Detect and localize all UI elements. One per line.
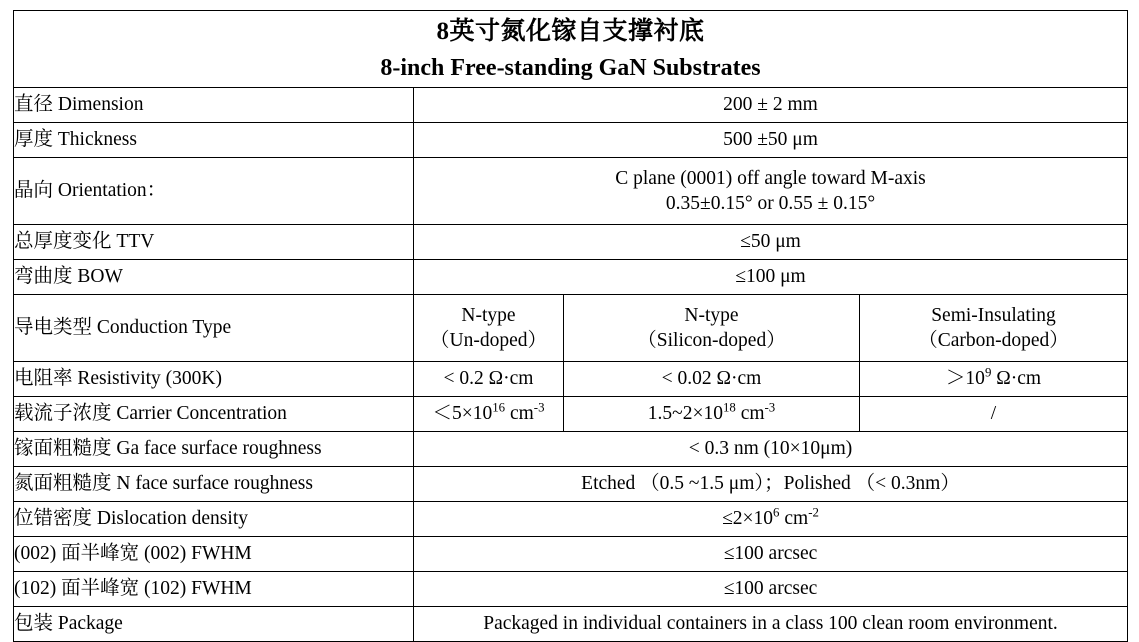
orientation-line-1: C plane (0001) off angle toward M-axis bbox=[615, 167, 926, 189]
row-label-ga-face-roughness: 镓面粗糙度 Ga face surface roughness bbox=[14, 432, 414, 467]
table-row bbox=[14, 572, 1128, 607]
table-row bbox=[14, 607, 1128, 642]
conduction-type-silicon-doped bbox=[564, 295, 860, 362]
carrier-concentration-silicon-doped-prefix: 1.5~2×10 bbox=[647, 403, 723, 425]
row-value-orientation bbox=[414, 158, 1128, 225]
resistivity-carbon-doped-prefix: ＞10 bbox=[945, 368, 985, 390]
carrier-concentration-undoped-unit: cm bbox=[505, 403, 534, 425]
row-label-conduction-type: 导电类型 Conduction Type bbox=[14, 295, 414, 362]
table-title-row bbox=[14, 11, 1128, 88]
dislocation-density-prefix: ≤2×10 bbox=[722, 508, 774, 530]
table-row bbox=[14, 88, 1128, 123]
conduction-type-silicon-doped-line-1: N-type bbox=[684, 304, 739, 326]
resistivity-undoped: < 0.2 Ω·cm bbox=[414, 362, 564, 397]
row-label-thickness: 厚度 Thickness bbox=[14, 123, 414, 158]
row-label-orientation: 晶向 Orientation： bbox=[14, 158, 414, 225]
conduction-type-undoped-line-1: N-type bbox=[461, 304, 516, 326]
carrier-concentration-carbon-doped: / bbox=[860, 397, 1128, 432]
carrier-concentration-silicon-doped bbox=[564, 397, 860, 432]
table-row bbox=[14, 502, 1128, 537]
table-row bbox=[14, 467, 1128, 502]
table-row bbox=[14, 123, 1128, 158]
dislocation-density-unit-exponent: -2 bbox=[808, 505, 819, 520]
title-english: 8-inch Free-standing GaN Substrates bbox=[380, 54, 761, 81]
carrier-concentration-undoped-exponent: 16 bbox=[492, 400, 506, 415]
table-row bbox=[14, 295, 1128, 362]
carrier-concentration-undoped bbox=[414, 397, 564, 432]
conduction-type-carbon-doped-line-1: Semi-Insulating bbox=[931, 304, 1056, 326]
row-value-fwhm-002: ≤100 arcsec bbox=[414, 537, 1128, 572]
table-row bbox=[14, 158, 1128, 225]
resistivity-carbon-doped-exponent: 9 bbox=[984, 365, 992, 380]
conduction-type-carbon-doped bbox=[860, 295, 1128, 362]
table-row bbox=[14, 432, 1128, 467]
table-row bbox=[14, 537, 1128, 572]
conduction-type-silicon-doped-line-2: （Silicon-doped） bbox=[637, 330, 786, 352]
row-value-thickness: 500 ±50 μm bbox=[414, 123, 1128, 158]
title-chinese: 8英寸氮化镓自支撑衬底 bbox=[436, 18, 705, 45]
row-value-package: Packaged in individual containers in a class 100 clean room environment. bbox=[414, 607, 1128, 642]
orientation-line-2: 0.35±0.15° or 0.55 ± 0.15° bbox=[665, 193, 876, 215]
resistivity-carbon-doped bbox=[860, 362, 1128, 397]
table-row bbox=[14, 260, 1128, 295]
row-value-ga-face-roughness: < 0.3 nm (10×10μm) bbox=[414, 432, 1128, 467]
row-label-carrier-concentration: 载流子浓度 Carrier Concentration bbox=[14, 397, 414, 432]
carrier-concentration-silicon-doped-unit: cm bbox=[735, 403, 765, 425]
carrier-concentration-silicon-doped-exponent: 18 bbox=[722, 400, 736, 415]
row-label-resistivity: 电阻率 Resistivity (300K) bbox=[14, 362, 414, 397]
row-value-bow: ≤100 μm bbox=[414, 260, 1128, 295]
row-label-dislocation-density: 位错密度 Dislocation density bbox=[14, 502, 414, 537]
table-row bbox=[14, 362, 1128, 397]
resistivity-silicon-doped: < 0.02 Ω·cm bbox=[564, 362, 860, 397]
row-value-fwhm-102: ≤100 arcsec bbox=[414, 572, 1128, 607]
row-label-dimension: 直径 Dimension bbox=[14, 88, 414, 123]
carrier-concentration-undoped-prefix: ＜5×10 bbox=[432, 403, 493, 425]
resistivity-carbon-doped-suffix: Ω·cm bbox=[991, 368, 1042, 390]
row-label-fwhm-102: (102) 面半峰宽 (102) FWHM bbox=[14, 572, 414, 607]
dislocation-density-unit: cm bbox=[779, 508, 809, 530]
row-value-dislocation-density bbox=[414, 502, 1128, 537]
row-value-n-face-roughness: Etched （0.5 ~1.5 μm）；Polished （< 0.3nm） bbox=[414, 467, 1128, 502]
conduction-type-carbon-doped-line-2: （Carbon-doped） bbox=[918, 330, 1069, 352]
gan-substrate-spec-table bbox=[13, 10, 1128, 642]
row-label-n-face-roughness: 氮面粗糙度 N face surface roughness bbox=[14, 467, 414, 502]
dislocation-density-exponent: 6 bbox=[773, 505, 780, 520]
conduction-type-undoped bbox=[414, 295, 564, 362]
table-row bbox=[14, 225, 1128, 260]
row-label-package: 包装 Package bbox=[14, 607, 414, 642]
title-cell bbox=[14, 11, 1128, 88]
carrier-concentration-silicon-doped-unit-exponent: -3 bbox=[764, 400, 776, 415]
row-value-ttv: ≤50 μm bbox=[414, 225, 1128, 260]
row-label-bow: 弯曲度 BOW bbox=[14, 260, 414, 295]
carrier-concentration-undoped-unit-exponent: -3 bbox=[533, 400, 545, 415]
row-label-ttv: 总厚度变化 TTV bbox=[14, 225, 414, 260]
conduction-type-undoped-line-2: （Un-doped） bbox=[430, 330, 547, 352]
table-row bbox=[14, 397, 1128, 432]
row-label-fwhm-002: (002) 面半峰宽 (002) FWHM bbox=[14, 537, 414, 572]
spec-sheet bbox=[13, 10, 1127, 642]
row-value-dimension: 200 ± 2 mm bbox=[414, 88, 1128, 123]
